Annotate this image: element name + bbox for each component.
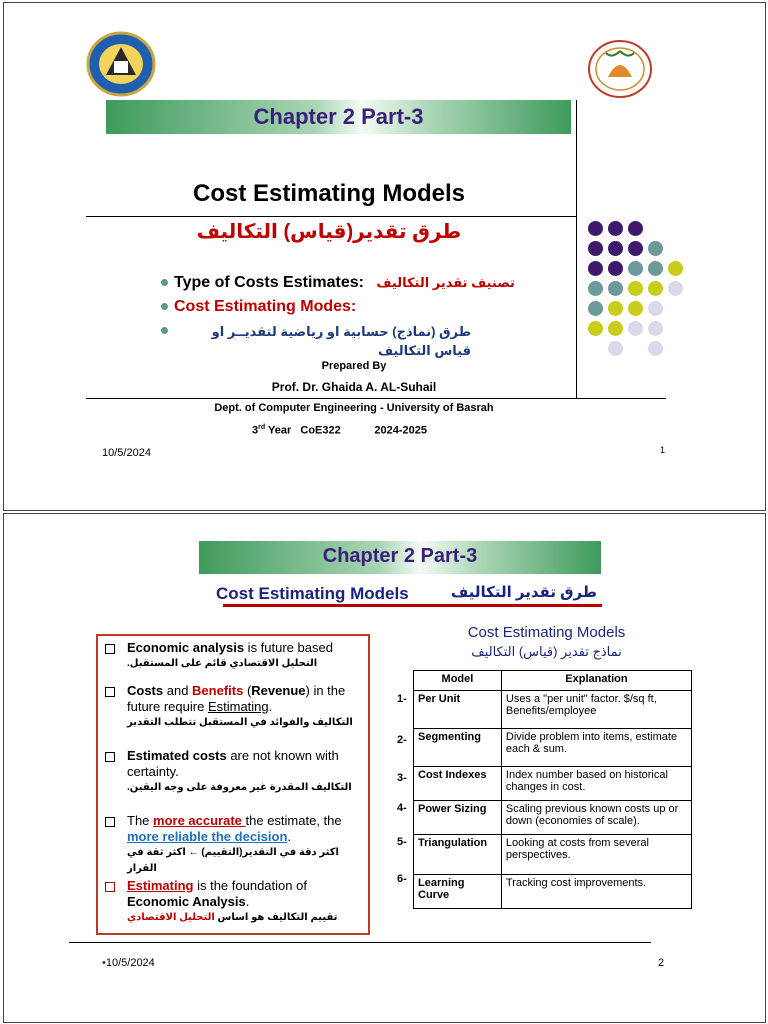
subtitle-ar: طرق تقدير التكاليف [450, 584, 597, 601]
slide-page-number: 1 [660, 445, 666, 455]
decorative-dot [608, 281, 623, 296]
slide-1 [3, 2, 766, 511]
prepared-by-label: Prepared By [321, 360, 387, 372]
table-row [414, 729, 692, 767]
decorative-dot [648, 281, 663, 296]
decorative-dot [628, 221, 643, 236]
bullet-ar: طرق (نماذج) حسابية او رياضية لتقديــر او قياس التكاليف [211, 324, 471, 358]
table-cell-model: Triangulation [414, 835, 502, 875]
chapter-banner-title: Chapter 2 Part-3 [322, 545, 478, 567]
decorative-dot [588, 221, 603, 236]
models-title-en: Cost Estimating Models [467, 624, 626, 641]
arabic-title: طرق تقدير(قياس) التكاليف [196, 221, 462, 243]
bullet-en: Cost Estimating Modes: [174, 298, 357, 315]
subtitle-underline [223, 604, 602, 607]
bullet-ar: تصنيف تقدير التكاليف [376, 275, 515, 290]
models-title-ar: نماذج تقدير (قياس) التكاليف [471, 644, 622, 659]
subtitle-en: Cost Estimating Models [216, 584, 409, 603]
slide-page-number: 2 [658, 957, 665, 969]
checkbox-bullet-icon [105, 882, 115, 892]
department-line: Dept. of Computer Engineering - University of Basrah [214, 402, 494, 414]
decorative-dot [648, 241, 663, 256]
box-item: Economic analysis is future based التحليل الاقتصادي قائم على المستقبل. [98, 640, 360, 672]
table-cell-explanation: Uses a "per unit" factor. $/sq ft, Benefits/employee [501, 691, 691, 729]
table-cell-model: Per Unit [414, 691, 502, 729]
bullet-en: Type of Costs Estimates: [174, 274, 364, 291]
decorative-dot [588, 281, 603, 296]
box-item-ar: تقييم التكاليف هو اساس التحليل الاقتصادي [127, 912, 338, 923]
checkbox-bullet-icon [105, 752, 115, 762]
checkbox-bullet-icon [105, 687, 115, 697]
table-row-number: 1- [397, 693, 407, 705]
decorative-dot [668, 281, 683, 296]
checkbox-bullet-icon [105, 644, 115, 654]
decorative-dot [628, 261, 643, 276]
author-name: Prof. Dr. Ghaida A. AL-Suhail [271, 380, 437, 394]
decorative-dot [628, 281, 643, 296]
table-row [414, 875, 692, 909]
decorative-dot [608, 221, 623, 236]
bullet-dot [161, 327, 168, 334]
footer-divider [86, 398, 666, 399]
table-row-number: 6- [397, 873, 407, 885]
slide-date: •10/5/2024 [102, 957, 155, 969]
table-header-explanation: Explanation [501, 671, 691, 691]
year-number: 3 [252, 424, 259, 437]
decorative-dot [608, 321, 623, 336]
slide-date: 10/5/2024 [102, 447, 151, 459]
slide-2 [3, 513, 766, 1023]
table-cell-model: Cost Indexes [414, 767, 502, 801]
table-row [414, 767, 692, 801]
table-cell-model: Power Sizing [414, 801, 502, 835]
table-cell-explanation: Tracking cost improvements. [501, 875, 691, 909]
decorative-dot [608, 241, 623, 256]
table-cell-explanation: Index number based on historical changes in cost. [501, 767, 691, 801]
year-suffix: rd [258, 424, 266, 431]
decorative-dot [628, 301, 643, 316]
table-cell-model: Learning Curve [414, 875, 502, 909]
decorative-dot [628, 321, 643, 336]
decorative-dot [648, 301, 663, 316]
table-row-number: 4- [397, 802, 407, 814]
vertical-divider [576, 100, 577, 398]
box-item-ar: التكاليف والفوائد في المستقبل تتطلب التقدير [127, 717, 353, 728]
table-cell-explanation: Scaling previous known costs up or down (economies of scale). [501, 801, 691, 835]
box-item-ar: اكثر دقة في التقدير(التقييم) ← اكثر ثقة في القرار [127, 847, 339, 874]
decorative-dot [588, 241, 603, 256]
college-logo [586, 39, 654, 99]
footer-divider [69, 942, 651, 943]
table-header-model: Model [414, 671, 502, 691]
decorative-dot [648, 321, 663, 336]
decorative-dot [648, 261, 663, 276]
decorative-dot [588, 261, 603, 276]
table-row-number: 2- [397, 734, 407, 746]
title-underline [86, 216, 576, 217]
course-info: Year CoE322 2024-2025 [265, 424, 427, 437]
box-item-ar: التكاليف المقدرة غير معروفة على وجه اليقين. [127, 782, 352, 793]
decorative-dot [608, 341, 623, 356]
bullet-dot [161, 279, 168, 286]
chapter-banner-title: Chapter 2 Part-3 [253, 104, 424, 129]
decorative-dot [608, 261, 623, 276]
table-row [414, 835, 692, 875]
chapter-banner [106, 100, 571, 134]
decorative-dot [648, 341, 663, 356]
table-cell-model: Segmenting [414, 729, 502, 767]
table-row-number: 3- [397, 772, 407, 784]
table-row-number: 5- [397, 836, 407, 848]
main-title: Cost Estimating Models [192, 180, 466, 207]
table-row [414, 691, 692, 729]
models-table-wrapper [413, 670, 692, 909]
box-item: Estimating is the foundation of Economic Analysis. تقييم التكاليف هو اساس التحليل الاقتصادي [98, 878, 360, 926]
decorative-dot [588, 321, 603, 336]
table-row [414, 801, 692, 835]
bullet-type-of-costs [161, 274, 541, 292]
bullet-estimating-modes [161, 298, 541, 316]
decorative-dot [588, 301, 603, 316]
table-cell-explanation: Divide problem into items, estimate each & sum. [501, 729, 691, 767]
course-year-line [252, 424, 512, 437]
decorative-dot [628, 241, 643, 256]
table-cell-explanation: Looking at costs from several perspectives. [501, 835, 691, 875]
university-logo [86, 31, 156, 97]
decorative-dot [668, 261, 683, 276]
bullet-dot [161, 303, 168, 310]
box-item: Costs and Benefits (Revenue) in the future require Estimating. التكاليف والفوائد في المستقبل تتطلب التقدير [98, 683, 360, 731]
box-item: The more accurate the estimate, the more reliable the decision. اكثر دقة في التقدير(التقييم) ← اكثر ثقة في القرار [98, 813, 360, 877]
bullet-arabic-methods [161, 322, 471, 360]
models-table [413, 670, 692, 909]
decorative-dot [608, 301, 623, 316]
chapter-banner [199, 541, 601, 574]
box-item-ar: التحليل الاقتصادي قائم على المستقبل. [127, 658, 318, 669]
box-item: Estimated costs are not known with certainty. التكاليف المقدرة غير معروفة على وجه اليقين. [98, 748, 360, 796]
economic-analysis-box [96, 634, 370, 935]
checkbox-bullet-icon [105, 817, 115, 827]
